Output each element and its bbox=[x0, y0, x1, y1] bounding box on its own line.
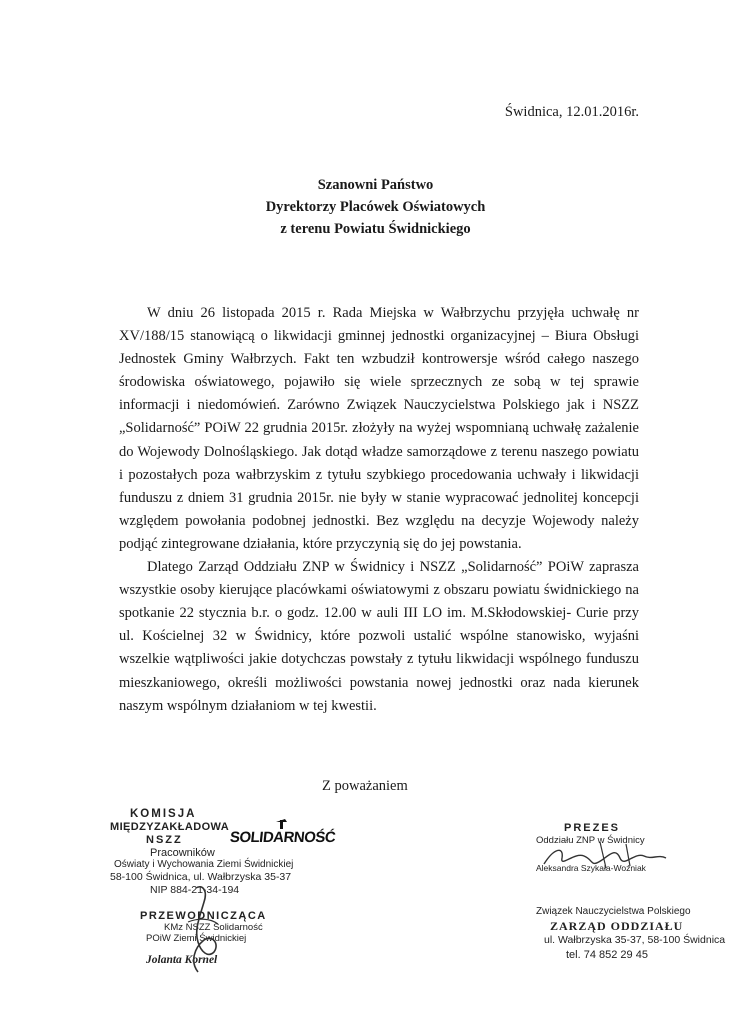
stamp-title: ZARZĄD ODDZIAŁU bbox=[550, 919, 684, 933]
stamp-text: ul. Wałbrzyska 35-37, 58-100 Świdnica bbox=[544, 934, 726, 946]
addressee-block bbox=[0, 174, 751, 240]
svg-text:SOLIDARNOŚĆ: SOLIDARNOŚĆ bbox=[229, 829, 337, 846]
addressee-line: z terenu Powiatu Świdnickiego bbox=[280, 221, 471, 237]
body-paragraph: W dniu 26 listopada 2015 r. Rada Miejska w Wałbrzychu przyjęła uchwałę nr XV/188/15 stanowiącą o likwidacji gminnej jednostki organizacyjnej – Biura Obsługi Jednostek Gminy Wałbrzych. Fakt ten wzbudził kontrowersje wśród całego naszego środowiska oświatowego, pojawiło się wiele sprzecznych ze sobą w tej sprawie informacji i niedomówień. Zarówno Związek Nauczycielstwa Polskiego jak i NSZZ „Solidarność” POiW 22 grudnia 2015r. złożyły na wyżej wspomnianą uchwałę zażalenie do Wojewody Dolnośląskiego. Jak dotąd władze samorządowe z terenu naszego powiatu i pozostałych poza wałbrzyskim z tytułu szybkiego procedowania uchwały i likwidacji funduszu z dniem 31 grudnia 2015r. nie były w stanie wypracować jednolitej koncepcji względem powołania podobnej jednostki. Bez względu na decyzje Wojewody należy podjąć zintegrowane działania, które przyczynią się do jej powstania. bbox=[119, 305, 639, 552]
stamp-text: KMz NSZZ Solidarność bbox=[164, 922, 263, 933]
stamp-text: 58-100 Świdnica, ul. Wałbrzyska 35-37 bbox=[110, 871, 292, 883]
stamp-text: Pracowników bbox=[150, 847, 215, 859]
stamp-phone: tel. 74 852 29 45 bbox=[566, 949, 648, 961]
body-paragraph: Dlatego Zarząd Oddziału ZNP w Świdnicy i NSZZ „Solidarność” POiW zaprasza wszystkie osoby kierujące placówkami oświatowymi z obszaru powiatu świdnickiego na spotkanie 22 stycznia b.r. o godz. 12.00 w auli III LO im. M.Skłodowskiej- Curie przy ul. Kościelnej 32 w Świdnicy, które pozwoli ustalić wspólne stanowisko, wyjaśni wszelkie wątpliwości jakie dotychczas powstały z tytułu likwidacji wspólnego funduszu mieszkaniowego, określi możliwości powstania nowej jednostki oraz nada kierunek naszym wspólnym działaniom w tej kwestii. bbox=[119, 559, 639, 714]
stamp-text: KOMISJA bbox=[130, 808, 197, 820]
addressee-line: Dyrektorzy Placówek Oświatowych bbox=[265, 199, 486, 215]
stamp-text: NIP 884-21-34-194 bbox=[150, 884, 240, 896]
addressee-line: Szanowni Państwo bbox=[317, 177, 434, 193]
signatory-name: Aleksandra Szykała-Woźniak bbox=[536, 863, 646, 873]
letter-date: Świdnica, 12.01.2016r. bbox=[504, 104, 639, 120]
stamp-text: Oświaty i Wychowania Ziemi Świdnickiej bbox=[114, 859, 294, 870]
letter-body bbox=[119, 302, 639, 718]
stamp-text: POiW Ziemi Świdnickiej bbox=[146, 933, 247, 944]
stamp-text: Oddziału ZNP w Świdnicy bbox=[536, 835, 645, 846]
stamp-text: MIĘDZYZAKŁADOWA bbox=[110, 821, 230, 833]
stamp-text: Związek Nauczycielstwa Polskiego bbox=[536, 906, 691, 917]
solidarnosc-logo bbox=[229, 818, 337, 850]
signatory-name: Jolanta Kornel bbox=[146, 954, 218, 966]
stamp-title: PREZES bbox=[564, 822, 621, 834]
stamp-text: NSZZ bbox=[146, 834, 183, 846]
stamp-title: PRZEWODNICZĄCA bbox=[140, 910, 267, 922]
closing-line: Z poważaniem bbox=[322, 778, 408, 794]
